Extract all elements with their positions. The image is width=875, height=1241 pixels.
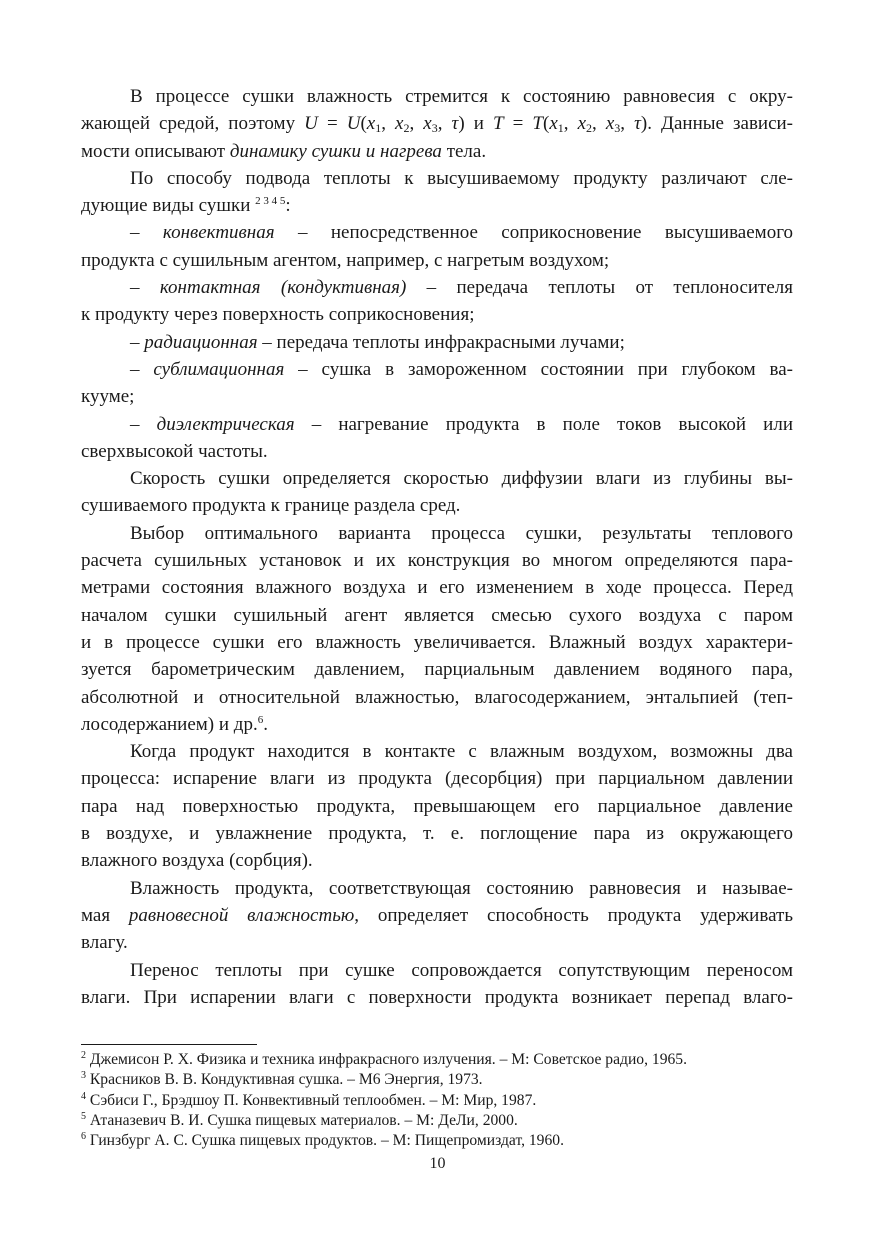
footnotes [81, 1050, 793, 1151]
text-line: зуется барометрическим давлением, парциальным давлением водяного пара, [81, 659, 793, 681]
text-line: Влажность продукта, соответствующая состоянию равновесия и называе- [130, 877, 793, 899]
text-line: лосодержанием) и др.$^6$. [81, 713, 268, 735]
list-item: – радиационная – передача теплоты инфракрасными лучами; [130, 331, 625, 353]
footnote: $^2$ Джемисон Р. Х. Физика и техника инфракрасного излучения. – М: Советское радио, 1965. [81, 1050, 687, 1068]
text-line: и в процессе сушки его влажность увеличивается. Влажный воздух характери- [81, 631, 793, 653]
text-line: жающей средой, поэтому $U = U(x_1$, $x_2$, $x_3$, τ) и $T = T(x_1$, $x_2$, $x_3$, τ). Данные зависи- [81, 113, 794, 136]
text-line: В процессе сушки влажность стремится к состоянию равновесия с окру- [130, 86, 793, 107]
list-item: – контактная (кондуктивная) – передача теплоты от теплоносителя [130, 277, 793, 299]
text-line: к продукту через поверхность соприкосновения; [81, 304, 475, 326]
text-line: Когда продукт находится в контакте с влажным воздухом, возможны два [130, 741, 793, 763]
text-line: метрами состояния влажного воздуха и его изменением в ходе процесса. Перед [81, 577, 793, 599]
text-line: абсолютной и относительной влажностью, влагосодержанием, энтальпией (теп- [81, 686, 793, 708]
footnote: $^5$ Атаназевич В. И. Сушка пищевых материалов. – М: ДеЛи, 2000. [81, 1110, 518, 1129]
list-item: – сублимационная – сушка в замороженном состоянии при глубоком ва- [130, 358, 793, 380]
footnote: $^6$ Гинзбург А. С. Сушка пищевых продуктов. – М: Пищепромиздат, 1960. [81, 1131, 564, 1150]
footnote-ref: 6 [257, 713, 264, 726]
body-text [81, 83, 793, 1011]
text-line: продукта с сушильным агентом, например, с нагретым воздухом; [81, 249, 610, 271]
text-line: влажного воздуха (сорбция). [81, 850, 313, 872]
text-line: По способу подвода теплоты к высушиваемому продукту различают сле- [130, 167, 793, 189]
text-line: началом сушки сушильный агент является смесью сухого воздуха с паром [81, 604, 793, 626]
text-line: сушиваемого продукта к границе раздела сред. [81, 495, 461, 517]
text-line: сверхвысокой частоты. [81, 440, 268, 462]
text-line: мости описывают динамику сушки и нагрева тела. [81, 140, 487, 162]
text-line: процесса: испарение влаги из продукта (десорбция) при парциальном давлении [81, 768, 793, 790]
footnote-ref: 2 3 4 5 [255, 195, 286, 208]
footnote: $^4$ Сэбиси Г., Брэдшоу П. Конвективный теплообмен. – М: Мир, 1987. [81, 1090, 537, 1109]
text-line: Перенос теплоты при сушке сопровождается сопутствующим переносом [130, 959, 793, 981]
list-item: – диэлектрическая – нагревание продукта в поле токов высокой или [130, 413, 793, 435]
footnote-separator [81, 1044, 257, 1045]
text-line: дующие виды сушки $^{2 3 4 5}$: [81, 195, 291, 217]
text-line: расчета сушильных установок и их конструкция во многом определяются пара- [81, 550, 793, 572]
footnote: $^3$ Красников В. В. Кондуктивная сушка. – М6 Энергия, 1973. [81, 1070, 483, 1089]
text-line: Скорость сушки определяется скоростью диффузии влаги из глубины вы- [130, 468, 793, 490]
text-line: мая равновесной влажностью, определяет способность продукта удерживать [81, 904, 793, 926]
page-number: 10 [429, 1155, 446, 1172]
text-line: влаги. При испарении влаги с поверхности продукта возникает перепад влаго- [81, 986, 793, 1008]
list-item: – конвективная – непосредственное соприкосновение высушиваемого [130, 222, 794, 244]
text-line: Выбор оптимального варианта процесса сушки, результаты теплового [130, 522, 793, 544]
text-line: влагу. [81, 932, 128, 954]
text-line: пара над поверхностью продукта, превышающем его парциальное давление [81, 795, 793, 817]
formula: $U = U(x_1$, $x_2$, $x_3$, τ) и $T = T(x_1$, $x_2$, $x_3$, τ) [304, 113, 648, 136]
text-line: кууме; [81, 386, 135, 408]
text-line: в воздухе, и увлажнение продукта, т. е. поглощение пара из окружающего [81, 823, 793, 845]
